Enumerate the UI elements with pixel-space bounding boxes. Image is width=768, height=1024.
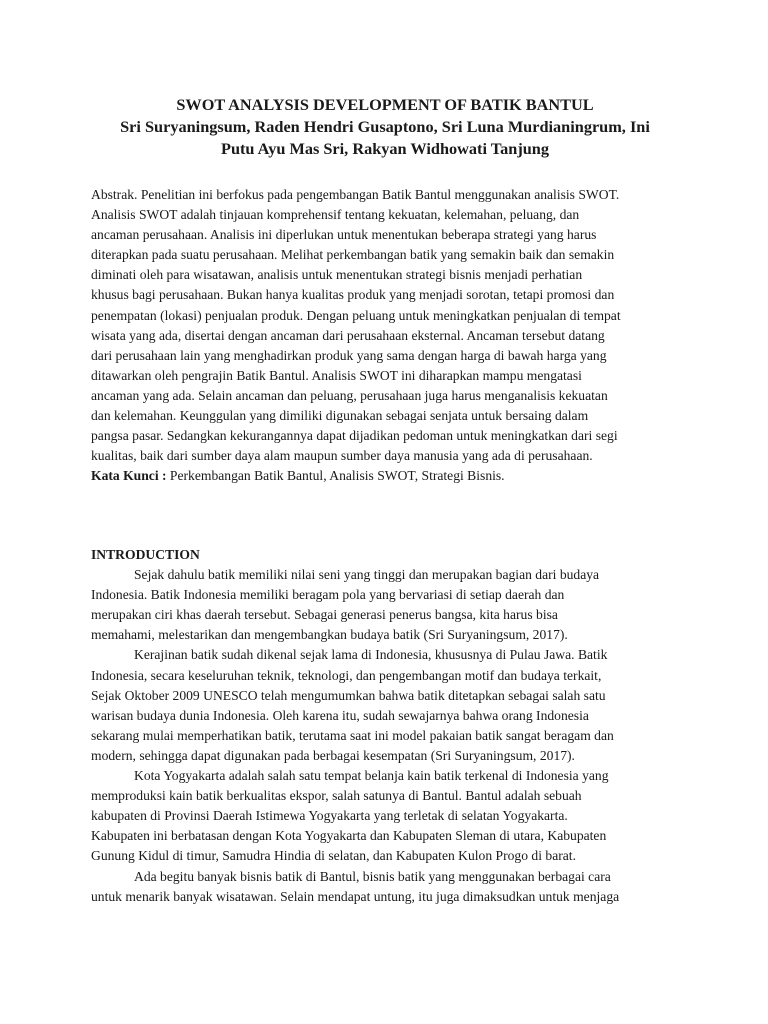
introduction-text — [91, 565, 691, 907]
abstract-line: ancaman perusahaan. Analisis ini diperlukan untuk menentukan beberapa strategi yang harus — [91, 227, 597, 243]
abstract-line: penempatan (lokasi) penjualan produk. Dengan peluang untuk meningkatkan penjualan di tempat — [91, 307, 621, 323]
abstract-line: wisata yang ada, disertai dengan ancaman dari perusahaan eksternal. Ancaman tersebut datang — [91, 327, 605, 343]
paragraph-line: modern, sehingga dapat digunakan pada berbagai kesempatan (Sri Suryaningsum, 2017). — [91, 747, 575, 763]
abstract-line: ancaman yang ada. Selain ancaman dan peluang, perusahaan juga harus menganalisis kekuatan — [91, 387, 608, 403]
keywords-label: Kata Kunci : — [91, 468, 167, 484]
abstract-line: Abstrak. Penelitian ini berfokus pada pengembangan Batik Bantul menggunakan analisis SWOT. — [91, 187, 620, 202]
abstract-line: kualitas, baik dari sumber daya alam maupun sumber daya manusia yang ada di perusahaan. — [91, 448, 593, 464]
introduction-heading: INTRODUCTION — [91, 547, 200, 562]
paragraph-line: Indonesia, secara keseluruhan teknik, teknologi, dan pengembangan motif dan budaya terkait, — [91, 667, 602, 683]
paragraph-line: Kota Yogyakarta adalah salah satu tempat belanja kain batik terkenal di Indonesia yang — [134, 768, 609, 784]
paragraph-line: sekarang mulai memperhatikan batik, terutama saat ini model pakaian batik sangat beragam dan — [91, 727, 614, 743]
abstract-line: Analisis SWOT adalah tinjauan komprehensif tentang kekuatan, kelemahan, peluang, dan — [91, 207, 580, 223]
abstract-line: pangsa pasar. Sedangkan kekurangannya dapat dijadikan pedoman untuk meningkatkan dari segi — [91, 428, 618, 444]
paragraph-line: Kabupaten ini berbatasan dengan Kota Yogyakarta dan Kabupaten Sleman di utara, Kabupaten — [91, 828, 607, 844]
introduction-section — [91, 545, 691, 907]
author-line-2: Putu Ayu Mas Sri, Rakyan Widhowati Tanjung — [221, 139, 549, 158]
abstract-line: dari perusahaan lain yang menghadirkan produk yang sama dengan harga di bawah harga yang — [91, 347, 607, 363]
paragraph-line: memproduksi kain batik berkualitas ekspor, salah satunya di Bantul. Bantul adalah sebuah — [91, 788, 582, 804]
paragraph-line: Kerajinan batik sudah dikenal sejak lama di Indonesia, khususnya di Pulau Jawa. Batik — [134, 647, 608, 663]
author-line-1: Sri Suryaningsum, Raden Hendri Gusaptono, Sri Luna Murdianingrum, Ini — [120, 117, 650, 136]
paragraph-line: Indonesia. Batik Indonesia memiliki beragam pola yang bervariasi di setiap daerah dan — [91, 587, 565, 603]
abstract-text — [91, 185, 691, 466]
abstract-line: ditawarkan oleh pengrajin Batik Bantul. Analisis SWOT ini diharapkan mampu mengatasi — [91, 367, 582, 383]
paragraph-line: untuk menarik banyak wisatawan. Selain mendapat untung, itu juga dimaksudkan untuk menjaga — [91, 888, 620, 904]
paragraph-line: Sejak Oktober 2009 UNESCO telah mengumumkan bahwa batik ditetapkan sebagai salah satu — [91, 687, 606, 703]
paragraph-line: memahami, melestarikan dan mengembangkan budaya batik (Sri Suryaningsum, 2017). — [91, 627, 568, 643]
paragraph-line: Ada begitu banyak bisnis batik di Bantul, bisnis batik yang menggunakan berbagai cara — [134, 868, 611, 884]
abstract-line: diminati oleh para wisatawan, analisis untuk menentukan strategi bisnis menjadi perhatian — [91, 267, 583, 283]
paper-title-block — [80, 94, 690, 160]
abstract-section — [91, 185, 691, 486]
keywords-line — [91, 466, 691, 486]
paragraph-line: Sejak dahulu batik memiliki nilai seni yang tinggi dan merupakan bagian dari budaya — [134, 567, 600, 583]
paragraph-line: merupakan ciri khas daerah tersebut. Sebagai generasi penerus bangsa, kita harus bisa — [91, 607, 558, 623]
paragraph-line: kabupaten di Provinsi Daerah Istimewa Yogyakarta yang terletak di selatan Yogyakarta. — [91, 808, 568, 824]
paper-title: SWOT ANALYSIS DEVELOPMENT OF BATIK BANTUL — [176, 95, 594, 114]
abstract-line: diterapkan pada suatu perusahaan. Melihat perkembangan batik yang semakin baik dan semakin — [91, 247, 615, 263]
paragraph-line: warisan budaya dunia Indonesia. Oleh karena itu, sudah sewajarnya bahwa orang Indonesia — [91, 707, 589, 723]
abstract-line: khusus bagi perusahaan. Bukan hanya kualitas produk yang menjadi sorotan, tetapi promosi dan — [91, 287, 615, 303]
paragraph-line: Gunung Kidul di timur, Samudra Hindia di selatan, dan Kabupaten Kulon Progo di barat. — [91, 848, 576, 864]
keywords-text: Perkembangan Batik Bantul, Analisis SWOT, Strategi Bisnis. — [166, 468, 505, 484]
abstract-line: dan kelemahan. Keunggulan yang dimiliki digunakan sebagai senjata untuk bersaing dalam — [91, 408, 589, 424]
